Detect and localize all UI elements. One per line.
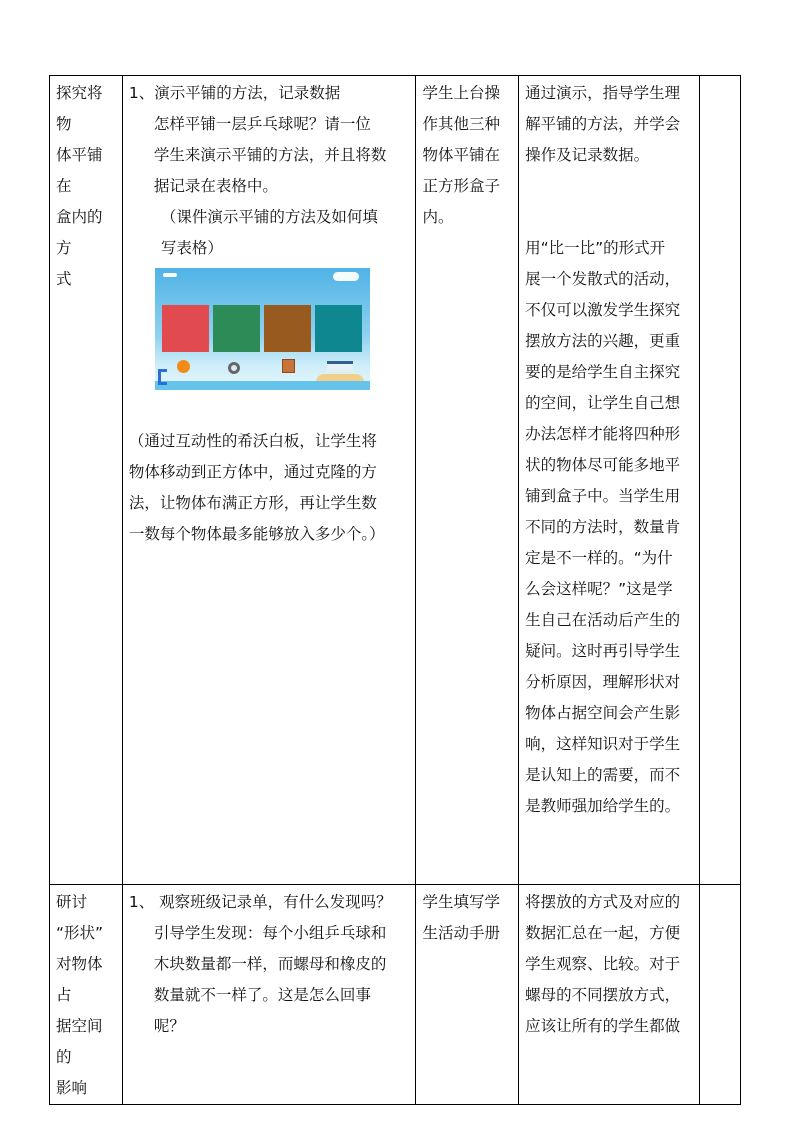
notes-cell (700, 885, 741, 1105)
cloud-icon (163, 273, 177, 277)
stage-cell: 研讨 “形状” 对物体占 据空间的 影响 (50, 885, 123, 1105)
wood-block-icon[interactable] (327, 361, 353, 372)
stage-cell: 探究将物 体平铺在 盒内的方 式 (50, 76, 123, 885)
nut-icon[interactable] (228, 362, 240, 374)
table-row (50, 76, 741, 885)
notes-cell (700, 76, 741, 885)
eraser-icon[interactable] (282, 359, 295, 373)
courseware-screenshot (155, 268, 370, 390)
design-intent-cell: 通过演示，指导学生理 解平铺的方法，并学会 操作及记录数据。 用“比一比”的形式开 展一个发散式的活动， 不仅可以激发学生探究 摆放方法的兴趣，更重 要的是给学生自主探究 的空间，让学生自己想 办法怎样才能将四种形 状的物体尽可能多地平 铺到盒子中。当学生用 不同的方法时，数量肯 定是不一样的。“为什 么会这样呢？”这是学 生自己在活动后产生的 疑问。这时再引导学生 分析原因，理解形状对 物体占据空间会产生影 响，这样知识对于学生 是认知上的需要，而不 是教师强加给学生的。 (519, 76, 700, 885)
green-square-box[interactable] (213, 305, 260, 352)
brown-square-box[interactable] (264, 305, 311, 352)
lesson-plan-table (49, 75, 741, 1105)
item-heading: 1、演示平铺的方法，记录数据 (128, 84, 341, 102)
e-logo-icon (158, 369, 167, 385)
student-activity-cell: 学生上台操 作其他三种 物体平铺在 正方形盒子 内。 (416, 76, 519, 885)
teacher-activity-cell: 1、 观察班级记录单，有什么发现吗？ 引导学生发现：每个小组乒乓球和 木块数量都一样，而螺母和橡皮的 数量就不一样了。这是怎么回事 呢？ (122, 885, 416, 1105)
ping-pong-ball-icon[interactable] (177, 360, 190, 373)
design-intent-cell: 将摆放的方式及对应的 数据汇总在一起，方便 学生观察、比较。对于 螺母的不同摆放方式， 应该让所有的学生都做 (519, 885, 700, 1105)
red-square-box[interactable] (162, 305, 209, 352)
teal-square-box[interactable] (315, 305, 362, 352)
cloud-icon (333, 272, 359, 281)
teacher-activity-cell: 1、演示平铺的方法，记录数据 怎样平铺一层乒乓球呢？请一位 学生来演示平铺的方法，并且将数 据记录在表格中。 （课件演示平铺的方法及如何填 写表格） （通过互动性的希沃白板，让学生将 物体移动到正方体中，通过克隆的方 法，让物体布满正方形，再让学生数 一数每个物体最多能够放入多少个。） (122, 76, 416, 885)
table-row (50, 885, 741, 1105)
water-decoration (155, 381, 370, 390)
student-activity-cell: 学生填写学 生活动手册 (416, 885, 519, 1105)
